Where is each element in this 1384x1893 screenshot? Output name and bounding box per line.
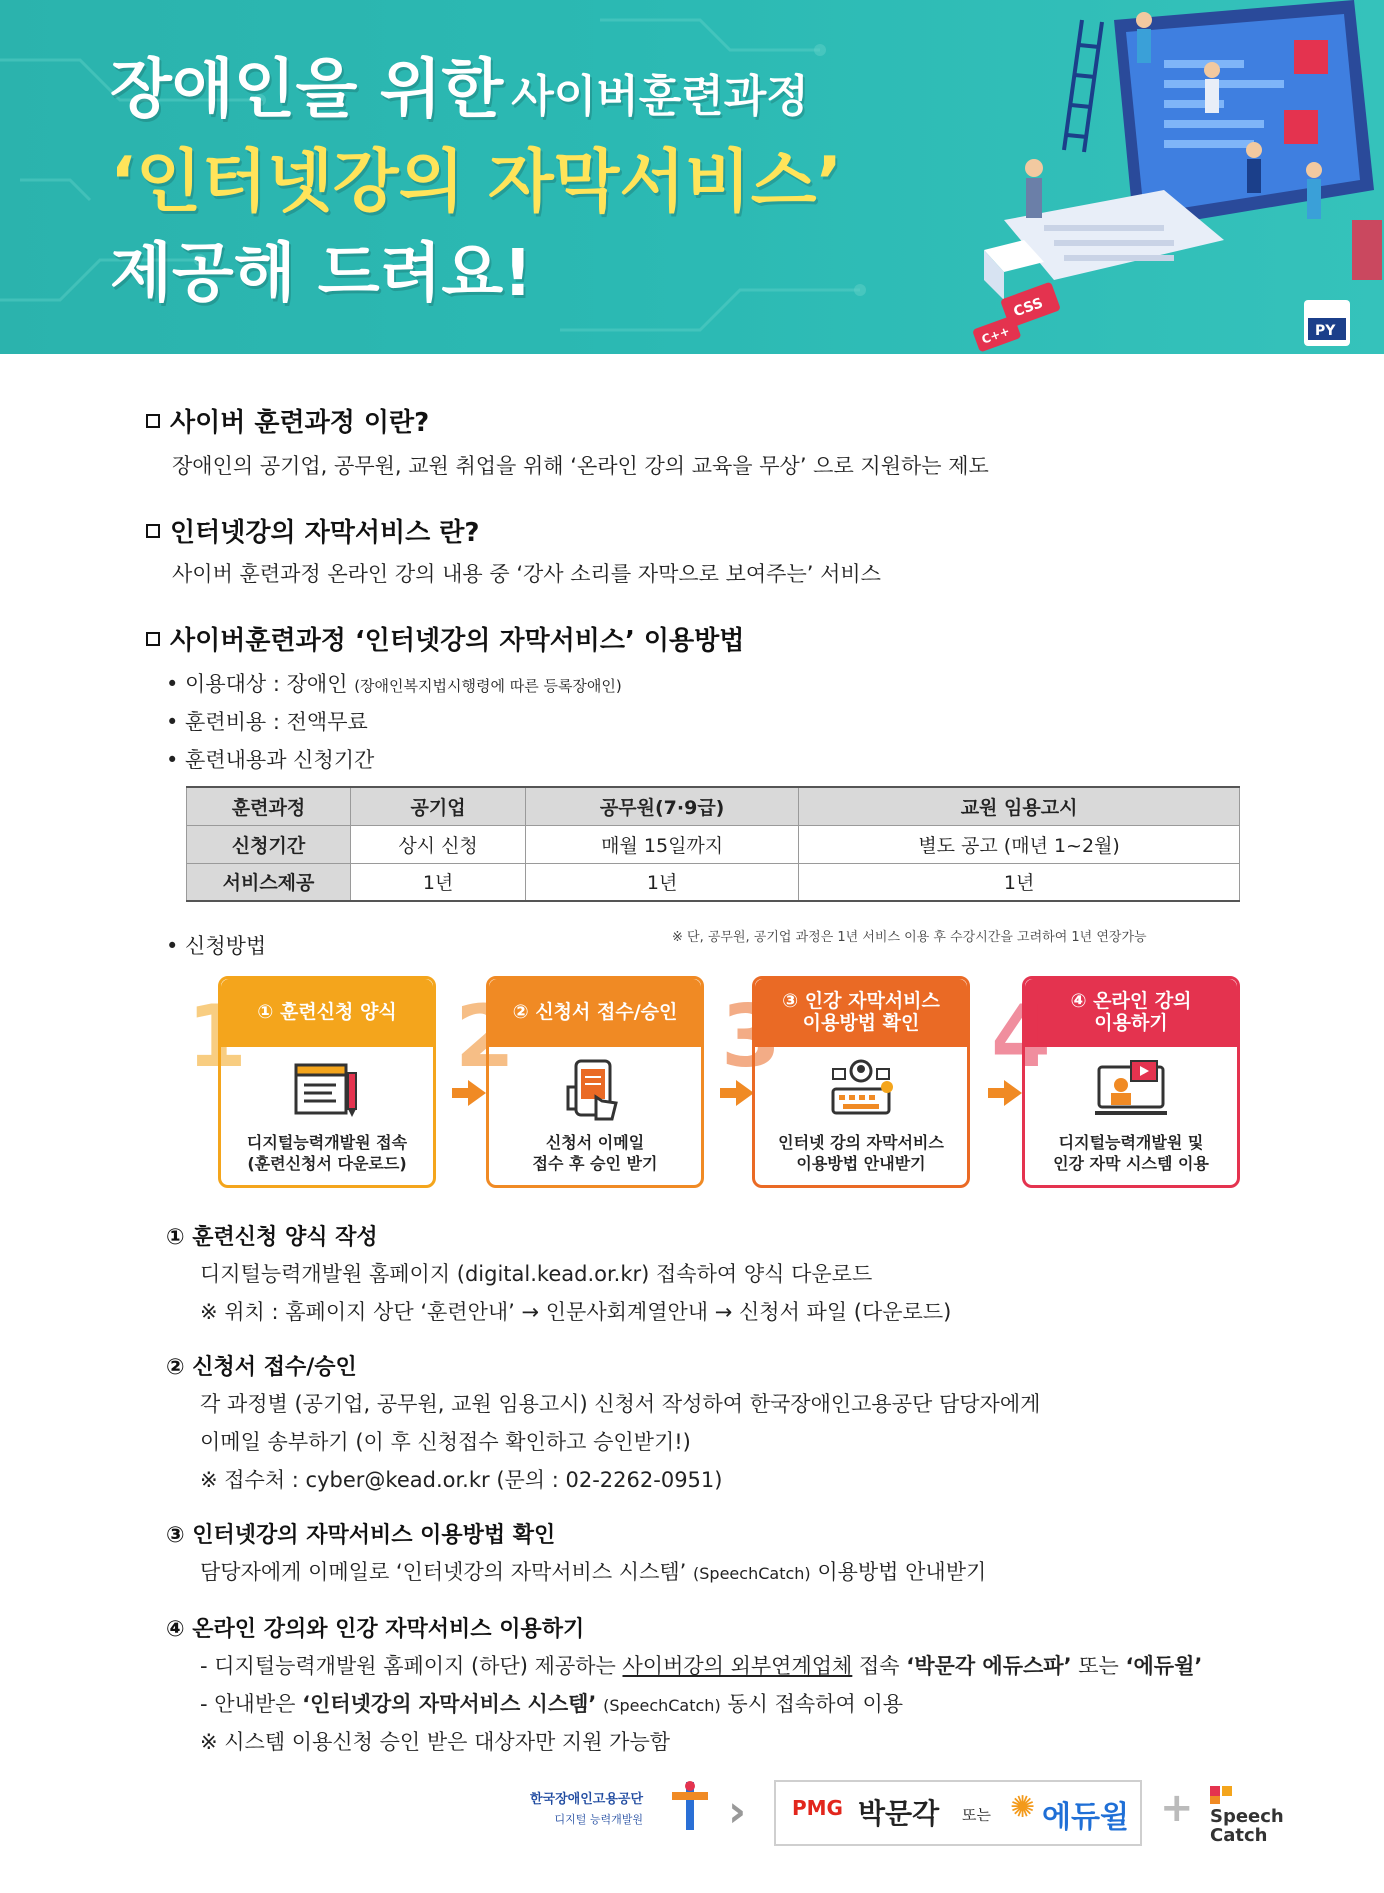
detail-text: 접속 bbox=[859, 1654, 900, 1678]
section-usage-heading bbox=[146, 620, 744, 657]
section-heading-text: 사이버 훈련과정 이란? bbox=[170, 408, 430, 438]
partner-link-text: 사이버강의 외부연계업체 bbox=[622, 1654, 853, 1678]
step-number: 2 bbox=[455, 987, 515, 1087]
step-description bbox=[221, 1133, 433, 1175]
step-desc-line: 인터넷 강의 자막서비스 bbox=[778, 1133, 944, 1152]
detail-text: - 디지털능력개발원 홈페이지 (하단) 제공하는 bbox=[200, 1654, 616, 1678]
step-card-3 bbox=[721, 976, 970, 1188]
py-label: PY bbox=[1315, 323, 1336, 339]
section-cyber-training-heading bbox=[146, 402, 429, 439]
kead-subtitle: 디지털 능력개발원 bbox=[554, 1813, 644, 1826]
css-label: CSS bbox=[1011, 295, 1046, 321]
speechcatch-logo bbox=[1210, 1786, 1284, 1846]
step-description bbox=[1025, 1133, 1237, 1175]
table-cell: 1년 bbox=[526, 863, 799, 901]
table-cell: 매월 15일까지 bbox=[526, 825, 799, 863]
section-caption-service-heading bbox=[146, 512, 479, 549]
detail-3-heading: ③ 인터넷강의 자막서비스 이용방법 확인 bbox=[166, 1523, 556, 1548]
plus-icon: + bbox=[1160, 1785, 1194, 1831]
step-desc-line: 접수 후 승인 받기 bbox=[532, 1153, 658, 1173]
bullet-target-users bbox=[166, 668, 622, 698]
table-row-label: 서비스제공 bbox=[187, 863, 351, 901]
square-bullet-icon bbox=[146, 524, 160, 538]
step-card-1 bbox=[187, 976, 436, 1188]
step-title: ④ 온라인 강의 이용하기 bbox=[1025, 979, 1237, 1047]
step-title: ② 신청서 접수/승인 bbox=[489, 979, 701, 1047]
detail-text-small: (SpeechCatch) bbox=[693, 1564, 811, 1583]
section-heading-text: 인터넷강의 자막서비스 란? bbox=[170, 518, 480, 548]
keyboard-lock-icon bbox=[755, 1047, 967, 1133]
step-number: 4 bbox=[991, 987, 1051, 1087]
table-footnote: ※ 단, 공무원, 공기업 과정은 1년 서비스 이용 후 수강시간을 고려하여 1년 연장가능 bbox=[672, 930, 1147, 945]
detail-2-heading: ② 신청서 접수/승인 bbox=[166, 1355, 357, 1380]
section-heading-text: 사이버훈련과정 ‘인터넷강의 자막서비스’ 이용방법 bbox=[170, 626, 745, 656]
pmg-logo: PMG bbox=[792, 1796, 843, 1820]
detail-text: 담당자에게 이메일로 ‘인터넷강의 자막서비스 시스템’ bbox=[200, 1560, 687, 1584]
section-caption-service-text: 사이버 훈련과정 온라인 강의 내용 중 ‘강사 소리를 자막으로 보여주는’ 서비스 bbox=[172, 562, 881, 586]
detail-text: 이용방법 안내받기 bbox=[817, 1560, 987, 1584]
or-text: 또는 bbox=[962, 1806, 991, 1824]
header-banner bbox=[0, 0, 1384, 354]
video-lecture-icon bbox=[1025, 1047, 1237, 1133]
detail-text: - 안내받은 bbox=[200, 1692, 296, 1716]
square-bullet-icon bbox=[146, 414, 160, 428]
detail-text: 또는 bbox=[1078, 1654, 1119, 1678]
step-card-2 bbox=[455, 976, 704, 1188]
banner-title-big: 장애인을 위한 bbox=[110, 53, 504, 127]
speechcatch-word-1: Speech bbox=[1210, 1806, 1284, 1827]
table-row-label: 신청기간 bbox=[187, 825, 351, 863]
detail-1-line: ※ 위치 : 홈페이지 상단 ‘훈련안내’ → 인문사회계열안내 → 신청서 파일 (다운로드) bbox=[200, 1300, 952, 1324]
detail-4-line bbox=[200, 1688, 903, 1718]
banner-title-small: 사이버훈련과정 bbox=[511, 71, 809, 122]
partner-box bbox=[774, 1780, 1142, 1846]
step-description bbox=[755, 1133, 967, 1175]
bullet-text: • 이용대상 : 장애인 bbox=[166, 672, 348, 696]
eduwill-logo: 에듀윌 bbox=[1042, 1800, 1129, 1835]
step-desc-line: 이용방법 안내받기 bbox=[796, 1153, 926, 1173]
table-row bbox=[187, 863, 1240, 901]
sun-icon: ✺ bbox=[1010, 1790, 1036, 1825]
detail-1-line: 디지털능력개발원 홈페이지 (digital.kead.or.kr) 접속하여 양식 다운로드 bbox=[200, 1262, 873, 1286]
phone-tap-icon bbox=[489, 1047, 701, 1133]
detail-2-line: 이메일 송부하기 (이 후 신청접수 확인하고 승인받기!) bbox=[200, 1430, 691, 1454]
table-cell: 1년 bbox=[799, 863, 1240, 901]
step-number: 3 bbox=[721, 987, 781, 1087]
step-desc-line: (훈련신청서 다운로드) bbox=[247, 1153, 407, 1173]
isometric-coding-illustration bbox=[964, 0, 1384, 354]
training-schedule-table bbox=[186, 786, 1240, 902]
bakmungak-logo: 박문각 bbox=[858, 1797, 940, 1830]
detail-4-line: ※ 시스템 이용신청 승인 받은 대상자만 지원 가능함 bbox=[200, 1730, 671, 1754]
table-cell: 별도 공고 (매년 1~2월) bbox=[799, 825, 1240, 863]
bullet-application-method: • 신청방법 bbox=[166, 934, 267, 958]
detail-text: 동시 접속하여 이용 bbox=[727, 1692, 904, 1716]
step-card-4 bbox=[991, 976, 1240, 1188]
chevron-right-icon: › bbox=[728, 1786, 747, 1837]
table-header-cell: 공무원(7·9급) bbox=[526, 787, 799, 825]
document-pencil-icon bbox=[221, 1047, 433, 1133]
detail-text-bold: ‘인터넷강의 자막서비스 시스템’ bbox=[302, 1692, 597, 1716]
table-row bbox=[187, 825, 1240, 863]
detail-text-bold: ‘에듀윌’ bbox=[1125, 1654, 1203, 1678]
section-cyber-training-text: 장애인의 공기업, 공무원, 교원 취업을 위해 ‘온라인 강의 교육을 무상’ 으로 지원하는 제도 bbox=[172, 454, 989, 478]
cpp-label: C++ bbox=[979, 323, 1012, 347]
table-header-cell: 공기업 bbox=[351, 787, 526, 825]
bullet-content-period: • 훈련내용과 신청기간 bbox=[166, 748, 375, 772]
partner-logos-footer bbox=[0, 1778, 1384, 1858]
table-header-cell: 교원 임용고시 bbox=[799, 787, 1240, 825]
table-cell: 1년 bbox=[351, 863, 526, 901]
table-cell: 상시 신청 bbox=[351, 825, 526, 863]
detail-2-line: 각 과정별 (공기업, 공무원, 교원 임용고시) 신청서 작성하여 한국장애인고용공단 담당자에게 bbox=[200, 1392, 1041, 1416]
step-description bbox=[489, 1133, 701, 1175]
detail-3-line bbox=[200, 1556, 986, 1586]
step-title: ① 훈련신청 양식 bbox=[221, 979, 433, 1047]
step-title: ③ 인강 자막서비스 이용방법 확인 bbox=[755, 979, 967, 1047]
kead-logo bbox=[530, 1788, 643, 1827]
kead-name: 한국장애인고용공단 bbox=[530, 1792, 644, 1807]
speechcatch-mark-icon bbox=[1210, 1786, 1232, 1804]
kead-emblem-icon bbox=[668, 1778, 712, 1834]
square-bullet-icon bbox=[146, 632, 160, 646]
banner-title-line3: 제공해 드려요! bbox=[110, 237, 533, 311]
bullet-cost: • 훈련비용 : 전액무료 bbox=[166, 710, 368, 734]
bullet-note: (장애인복지법시행령에 따른 등록장애인) bbox=[354, 677, 622, 695]
speechcatch-word-2: Catch bbox=[1210, 1824, 1268, 1846]
detail-4-heading: ④ 온라인 강의와 인강 자막서비스 이용하기 bbox=[166, 1617, 585, 1642]
step-desc-line: 디지털능력개발원 및 bbox=[1058, 1133, 1204, 1152]
banner-title-line1 bbox=[110, 38, 809, 130]
step-desc-line: 디지털능력개발원 접속 bbox=[246, 1133, 408, 1152]
step-desc-line: 인강 자막 시스템 이용 bbox=[1053, 1153, 1209, 1173]
banner-title-line2: ‘인터넷강의 자막서비스’ bbox=[110, 143, 843, 222]
detail-1-heading: ① 훈련신청 양식 작성 bbox=[166, 1225, 378, 1250]
table-header-row bbox=[187, 787, 1240, 825]
detail-text-bold: ‘박문각 에듀스파’ bbox=[906, 1654, 1072, 1678]
detail-4-line bbox=[200, 1650, 1202, 1680]
step-desc-line: 신청서 이메일 bbox=[545, 1133, 645, 1152]
detail-text-small: (SpeechCatch) bbox=[603, 1696, 721, 1715]
detail-2-line: ※ 접수처 : cyber@kead.or.kr (문의 : 02-2262-0951) bbox=[200, 1468, 723, 1492]
table-header-cell: 훈련과정 bbox=[187, 787, 351, 825]
step-number: 1 bbox=[187, 987, 247, 1087]
